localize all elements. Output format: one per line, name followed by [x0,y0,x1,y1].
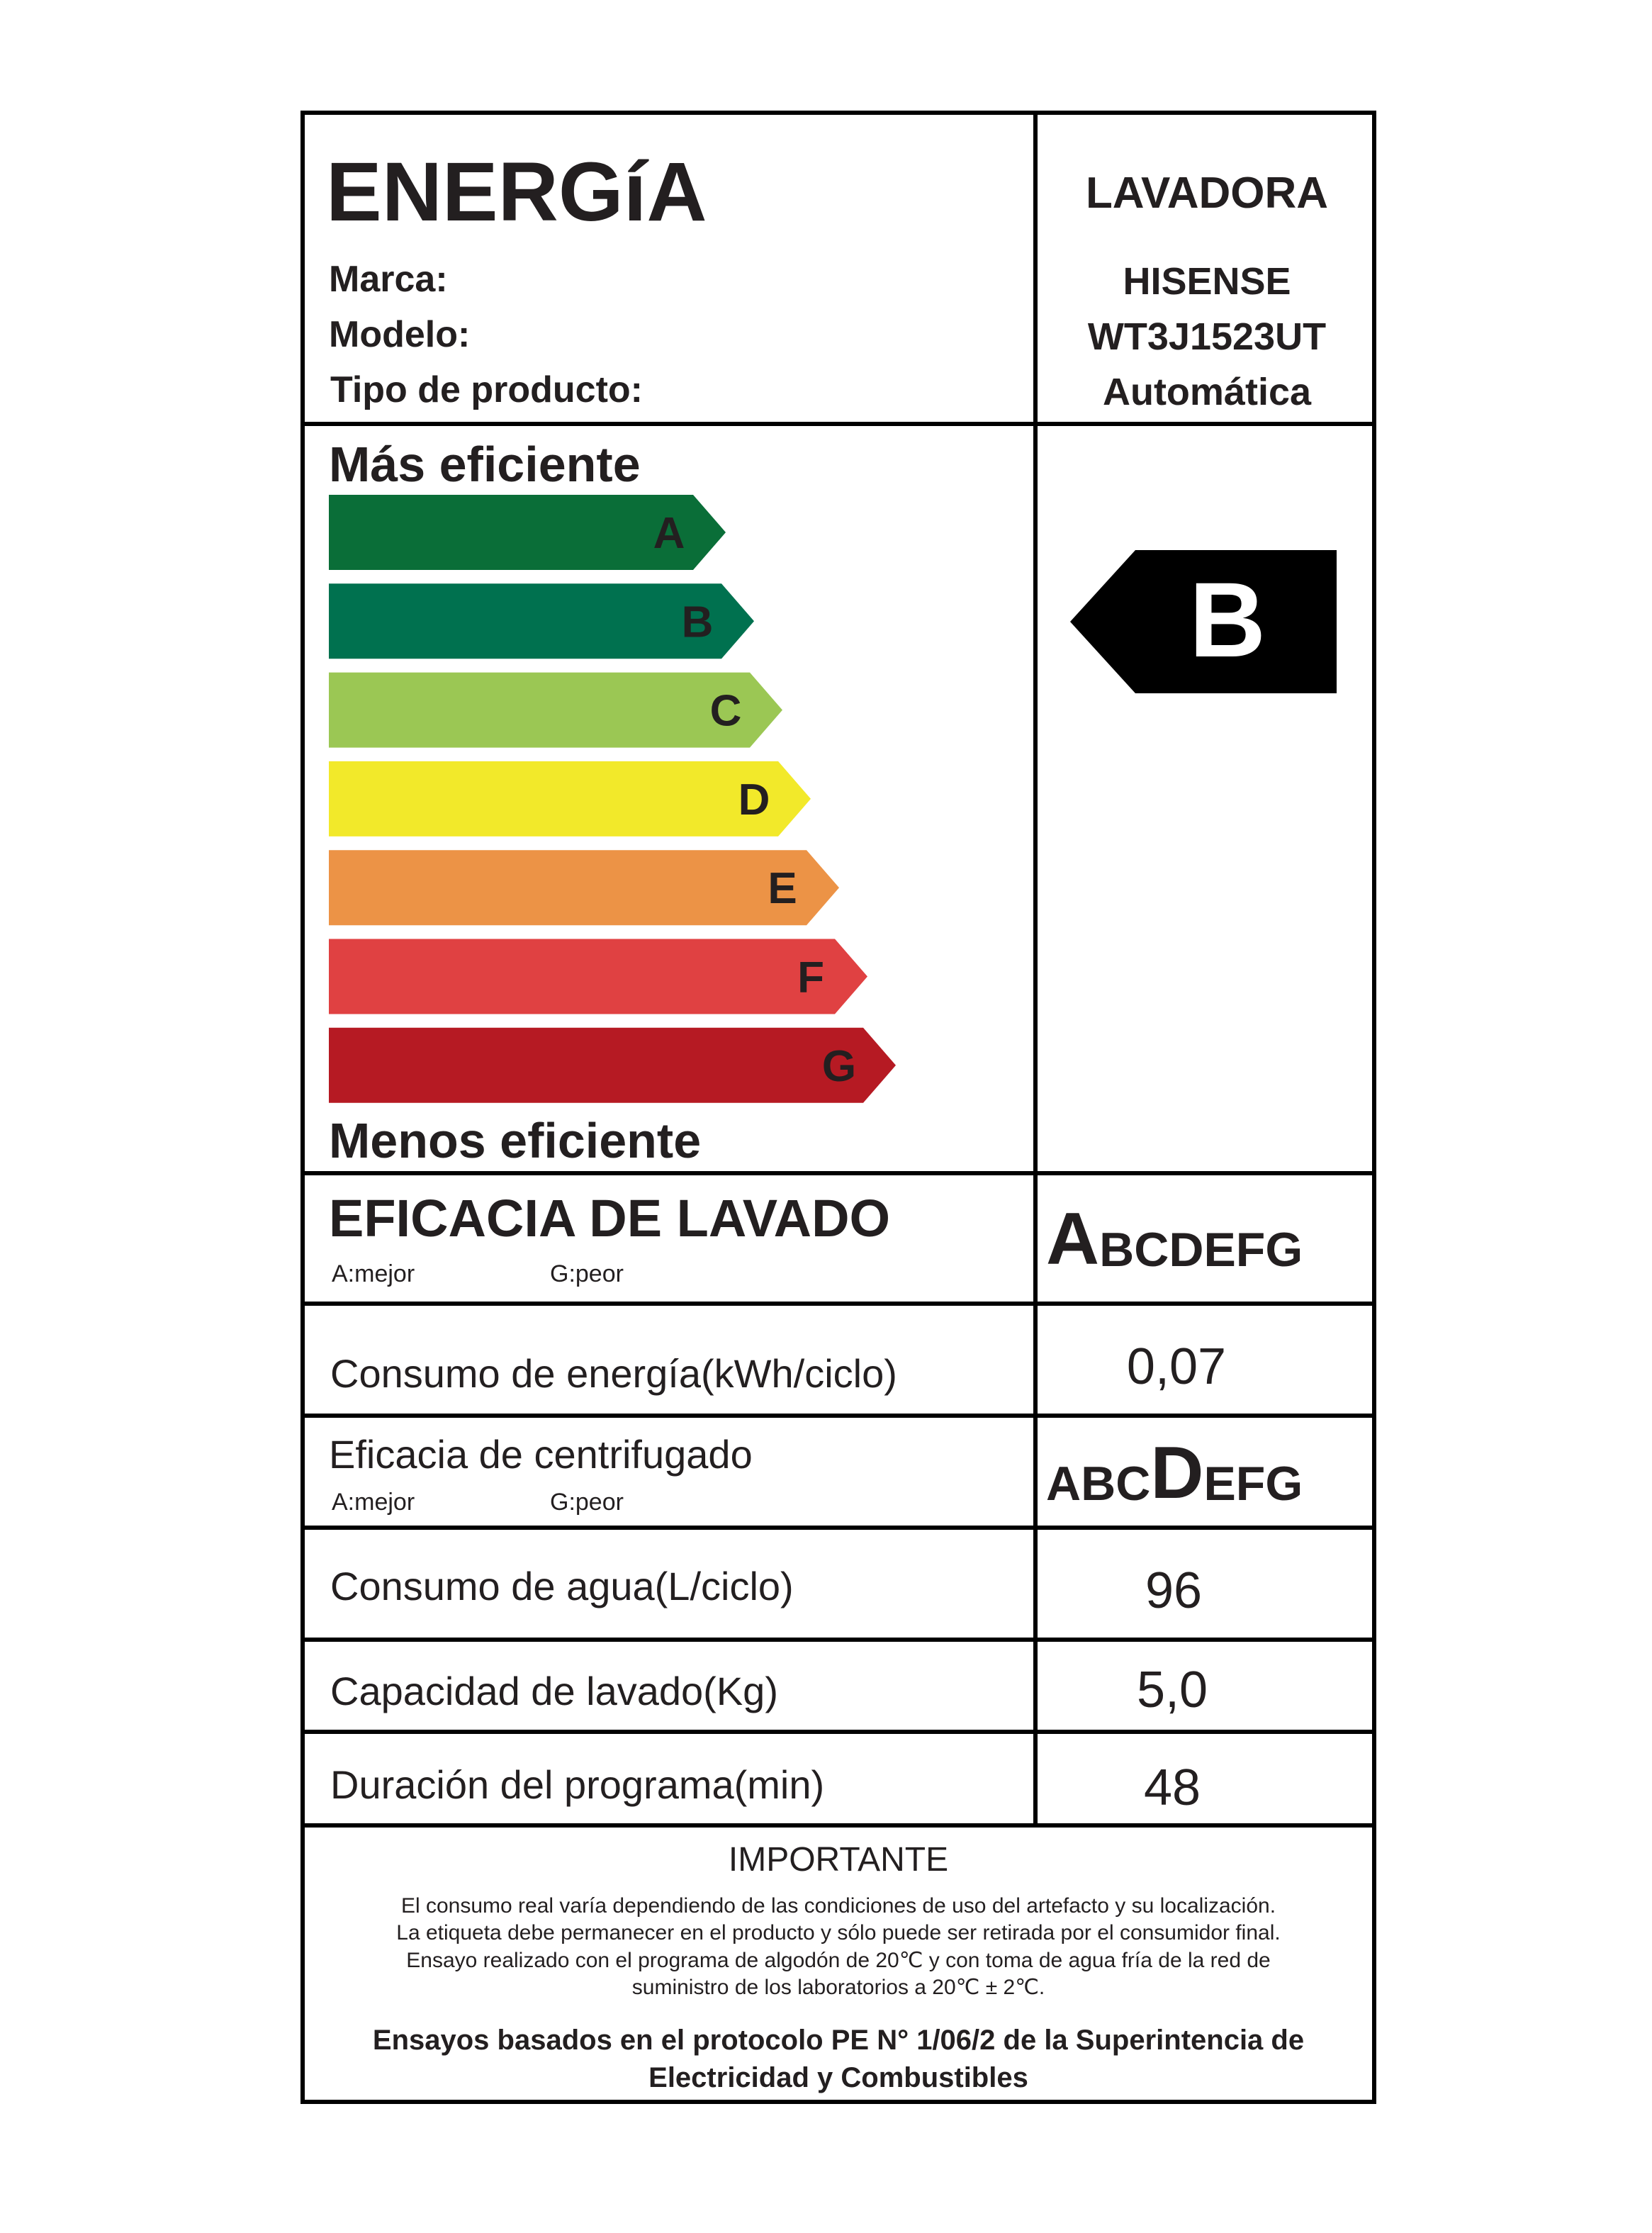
efficiency-arrow [329,850,839,925]
scale-letter: E [1203,1222,1236,1277]
most-efficient-label: Más eficiente [329,437,641,492]
scale-letter: G [1265,1456,1303,1511]
scale-letter: C [1116,1456,1151,1511]
efficiency-letter: D [738,775,770,824]
energy-consumption-label: Consumo de energía(kWh/ciclo) [330,1351,897,1396]
program-duration-label: Duración del programa(min) [330,1762,825,1807]
efficiency-letter: F [797,953,824,1002]
scale-letter: B [1081,1456,1116,1511]
capacity-label: Capacidad de lavado(Kg) [330,1669,778,1713]
least-efficient-label: Menos eficiente [329,1113,702,1168]
energy-label [300,111,1376,2104]
capacity-value: 5,0 [1136,1662,1208,1718]
rating-letter: B [1189,560,1266,679]
divider [305,1638,1372,1642]
notice-line: Ensayo realizado con el programa de algodón de 20℃ y con toma de agua fría de la red de [406,1948,1271,1972]
water-consumption-label: Consumo de agua(L/ciclo) [330,1564,794,1608]
washing-efficacy-worst: G:peor [550,1260,624,1287]
protocol-line: Electricidad y Combustibles [648,2061,1028,2093]
water-consumption-value: 96 [1145,1562,1203,1619]
spin-efficacy-title: Eficacia de centrifugado [329,1432,753,1477]
scale-letter: C [1134,1222,1169,1277]
scale-letter: E [1203,1456,1236,1511]
divider [305,1730,1372,1734]
efficiency-scale-arrows [305,115,1033,1171]
efficiency-class-f [329,939,867,1014]
efficiency-class-c [329,673,782,748]
brand-value: HISENSE [1123,260,1291,303]
brand-label: Marca: [329,259,448,300]
notice-line: El consumo real varía dependiendo de las condiciones de uso del artefacto y su localización. [400,1894,1276,1918]
efficiency-class-e [329,850,839,925]
efficiency-class-d [329,761,811,836]
efficiency-letter: C [709,686,742,736]
efficiency-letter: B [681,598,714,647]
spin-efficacy-scale [1046,1423,1303,1514]
divider [305,1302,1372,1306]
protocol-line: Ensayos basados en el protocolo PE N° 1/06/2 de la Superintencia de [372,2025,1305,2056]
scale-letter: D [1169,1222,1204,1277]
efficiency-letter: E [768,864,797,914]
program-duration-value: 48 [1143,1759,1201,1816]
divider [305,1526,1372,1530]
scale-letter: A [1046,1197,1100,1280]
efficiency-letter: A [653,509,685,558]
product-category: LAVADORA [1085,169,1329,218]
efficiency-class-g [329,1028,896,1103]
divider [305,1414,1372,1418]
scale-letter: A [1046,1456,1081,1511]
divider [305,1171,1372,1175]
washing-efficacy-best: A:mejor [332,1260,415,1287]
scale-letter: F [1235,1222,1266,1277]
important-notice [305,1893,1372,2002]
notice-line: La etiqueta debe permanecer en el producto y sólo puede ser retirada por el consumidor final. [396,1921,1281,1945]
scale-letter: G [1265,1222,1303,1277]
model-label: Modelo: [329,314,471,355]
label-title: ENERGíA [326,145,707,239]
model-value: WT3J1523UT [1087,315,1327,358]
efficiency-arrow [329,939,867,1014]
scale-letter: B [1099,1222,1135,1277]
efficiency-arrow [329,1028,896,1103]
spin-efficacy-worst: G:peor [550,1489,624,1516]
important-title: IMPORTANTE [728,1841,949,1879]
scale-letter: D [1150,1431,1204,1514]
divider [305,1823,1372,1828]
product-type-value: Automática [1102,371,1312,413]
protocol-notice [305,2022,1372,2097]
spin-efficacy-best: A:mejor [332,1489,415,1516]
washing-efficacy-title: EFICACIA DE LAVADO [329,1189,891,1248]
scale-letter: F [1235,1456,1266,1511]
product-type-label: Tipo de producto: [330,369,643,410]
notice-line: suministro de los laboratorios a 20℃ ± 2℃. [631,1976,1045,2000]
energy-consumption-value: 0,07 [1126,1338,1227,1395]
efficiency-class-b [329,583,754,659]
efficiency-letter: G [821,1041,857,1091]
washing-efficacy-scale [1046,1190,1303,1280]
energy-rating-indicator [1070,550,1337,693]
efficiency-class-a [329,495,726,570]
